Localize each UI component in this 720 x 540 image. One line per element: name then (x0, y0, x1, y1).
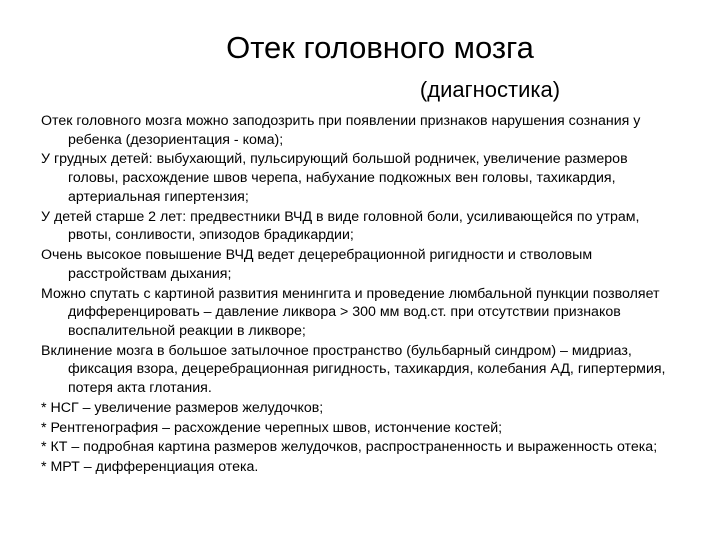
paragraph-herniation: Вклинение мозга в большое затылочное пространство (бульбарный синдром) – мидриаз, фиксация взора, децеребрационная ригидность, тахикардия, колебания АД, гипертермия, потеря акта глотания. (41, 342, 666, 396)
list-item-mri: * МРТ – дифференциация отека. (41, 459, 259, 476)
paragraph-consciousness: Отек головного мозга можно заподозрить при появлении признаков нарушения сознания у ребенка (дезориентация - кома); (41, 113, 641, 148)
paragraph-high-icp: Очень высокое повышение ВЧД ведет децеребрационной ригидности и стволовым расстройствам дыхания; (41, 247, 593, 282)
slide-title: Отек головного мозга (226, 30, 534, 65)
slide-body (41, 112, 681, 477)
list-item-xray: * Рентгенография – расхождение черепных швов, истончение костей; (41, 419, 503, 436)
paragraph-meningitis: Можно спутать с картиной развития менингита и проведение люмбальной пункции позволяет дифференцировать – давление ликвора > 300 мм вод.ст. при отсутствии признаков воспалительной реакции в ликворе; (41, 285, 660, 339)
list-item-nsg: * НСГ – увеличение размеров желудочков; (41, 399, 324, 416)
paragraph-infants: У грудных детей: выбухающий, пульсирующий большой родничек, увеличение размеров головы, расхождение швов черепа, набухание подкожных вен головы, тахикардия, артериальная гипертензия; (41, 151, 628, 205)
slide-subtitle: (диагностика) (419, 77, 561, 102)
list-item-ct: * КТ – подробная картина размеров желудочков, распространенность и выраженность отека; (41, 439, 658, 456)
paragraph-children-over-2: У детей старше 2 лет: предвестники ВЧД в виде головной боли, усиливающейся по утрам, рвоты, сонливости, эпизодов брадикардии; (41, 208, 640, 244)
